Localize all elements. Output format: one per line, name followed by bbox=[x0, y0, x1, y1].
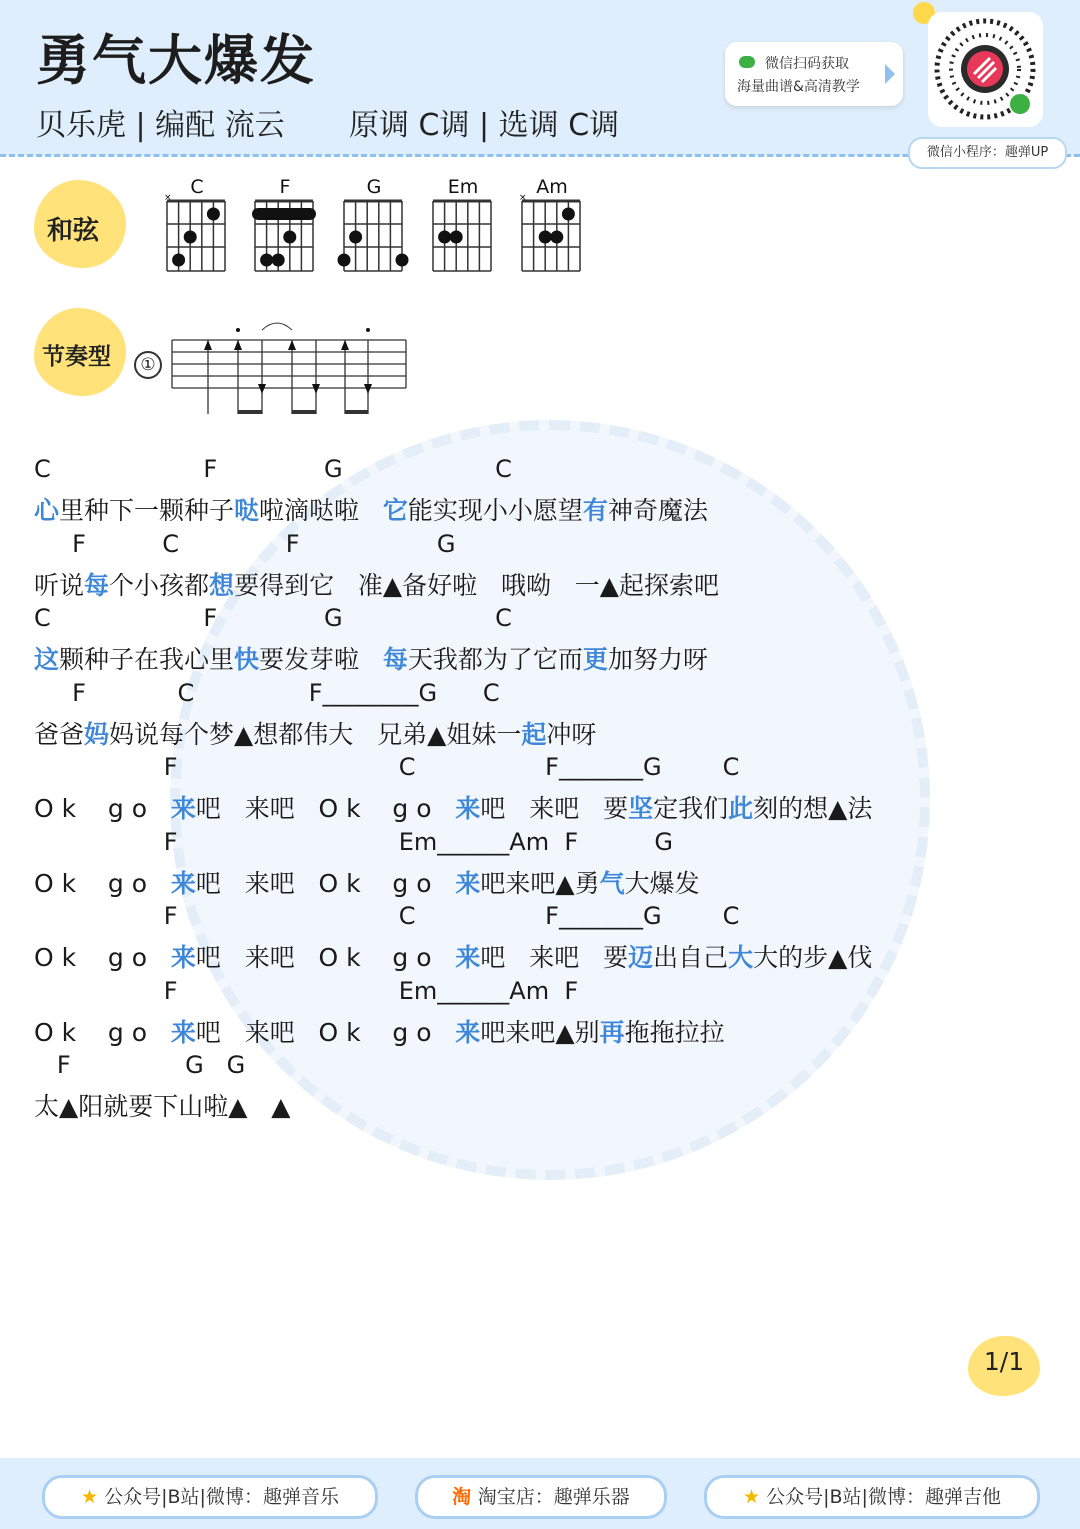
footer-link-music[interactable] bbox=[42, 1475, 378, 1519]
chord-line: F Em______Am F G bbox=[34, 827, 674, 856]
lyric-line bbox=[34, 640, 708, 676]
promo-line2: 海量曲谱&高清教学 bbox=[737, 79, 860, 95]
lyric-accent: 想 bbox=[209, 570, 235, 600]
lyric-text: 冲呀 bbox=[546, 719, 597, 749]
chord-line: F C F_______G C bbox=[34, 753, 740, 781]
lyric-accent: 来 bbox=[455, 943, 481, 972]
qr-caption: 微信小程序：趣弹UP bbox=[908, 137, 1067, 169]
lyric-text: 吧 来吧 O k g o bbox=[195, 1017, 456, 1047]
star-icon: ★ bbox=[81, 1486, 105, 1508]
lyric-text: 要得到它 准▲备好啦 哦呦 一▲起探索吧 bbox=[234, 570, 720, 600]
lyric-accent: 哒 bbox=[234, 496, 260, 525]
chord-diagram-f bbox=[240, 176, 330, 276]
lyric-text: 啦滴哒啦 bbox=[259, 496, 383, 525]
svg-text:×: × bbox=[164, 193, 172, 203]
lyric-accent: 来 bbox=[170, 868, 196, 898]
arrow-right-icon bbox=[885, 64, 895, 84]
lyric-text: 要发芽啦 bbox=[259, 645, 383, 674]
lyric-text: 吧来吧▲勇 bbox=[480, 868, 600, 898]
lyric-text: O k g o bbox=[34, 868, 171, 898]
lyric-line bbox=[34, 938, 872, 974]
chord-line: F G G bbox=[34, 1051, 246, 1079]
lyric-accent: 大 bbox=[728, 943, 754, 972]
lyric-accent: 它 bbox=[382, 496, 408, 525]
svg-text:×: × bbox=[519, 193, 527, 203]
lyric-accent: 此 bbox=[728, 794, 754, 823]
footer-middle-text: 淘宝店：趣弹乐器 bbox=[477, 1486, 630, 1508]
qr-code[interactable] bbox=[928, 12, 1043, 127]
lyric-text: 里种下一颗种子 bbox=[59, 496, 235, 525]
chord-line: F C F________G C bbox=[34, 678, 500, 707]
lyric-accent: 坚 bbox=[628, 794, 654, 823]
chord-name: F bbox=[279, 176, 291, 198]
lyric-accent: 来 bbox=[455, 1017, 481, 1047]
lyric-text: 出自己 bbox=[653, 943, 729, 972]
rhythm-label: 节奏型 bbox=[42, 344, 111, 370]
lyric-text: 神奇魔法 bbox=[607, 496, 708, 525]
lyric-accent: 来 bbox=[170, 1017, 196, 1047]
lyric-accent: 快 bbox=[234, 645, 260, 674]
lyric-text: 能实现小小愿望 bbox=[407, 496, 583, 525]
lyric-text: 刻的想▲法 bbox=[753, 794, 873, 823]
chord-diagram-c bbox=[152, 176, 242, 276]
lyric-line bbox=[34, 1087, 291, 1123]
lyric-accent: 迈 bbox=[628, 943, 654, 972]
lyric-accent: 气 bbox=[599, 868, 625, 898]
lyric-line bbox=[34, 864, 700, 900]
chords-label: 和弦 bbox=[47, 216, 100, 246]
chord-name: Em bbox=[447, 176, 479, 198]
lyric-line bbox=[34, 566, 719, 602]
lyric-text: 大的步▲伐 bbox=[753, 943, 873, 972]
chord-name: C bbox=[190, 176, 204, 198]
promo-card[interactable] bbox=[725, 42, 903, 106]
lyric-text: 吧 来吧 要 bbox=[480, 794, 629, 823]
lyric-accent: 这 bbox=[34, 645, 60, 674]
rhythm-number: ① bbox=[134, 351, 162, 379]
footer-left-text: 公众号|B站|微博：趣弹音乐 bbox=[104, 1486, 339, 1508]
song-title: 勇气大爆发 bbox=[36, 29, 316, 92]
lyric-accent: 每 bbox=[382, 645, 408, 674]
page-number: 1/1 bbox=[983, 1347, 1025, 1376]
promo-line1: 微信扫码获取 bbox=[765, 56, 849, 72]
lyric-text: O k g o bbox=[34, 943, 171, 972]
lyric-accent: 再 bbox=[599, 1017, 625, 1047]
chord-line: F C F_______G C bbox=[34, 902, 740, 930]
chord-line: F Em______Am F bbox=[34, 976, 579, 1005]
chord-name: G bbox=[366, 176, 382, 198]
lyric-text: 加努力呀 bbox=[607, 645, 708, 674]
chord-diagram-em bbox=[418, 176, 508, 276]
footer-right-text: 公众号|B站|微博：趣弹吉他 bbox=[766, 1486, 1001, 1508]
lyric-line bbox=[34, 789, 872, 825]
lyric-accent: 更 bbox=[582, 645, 608, 674]
lyric-text: 定我们 bbox=[653, 794, 729, 823]
taobao-icon: 淘 bbox=[452, 1486, 478, 1508]
lyric-text: O k g o bbox=[34, 794, 171, 823]
lyric-text: 天我都为了它而 bbox=[407, 645, 583, 674]
lyric-accent: 来 bbox=[170, 943, 196, 972]
chord-line: C F G C bbox=[34, 604, 512, 632]
key-info: 原调 C调 | 选调 C调 bbox=[349, 108, 620, 143]
lyric-text: 吧 来吧 O k g o bbox=[195, 943, 456, 972]
footer-link-guitar[interactable] bbox=[704, 1475, 1040, 1519]
lyric-text: 大爆发 bbox=[624, 868, 700, 898]
lyric-text: 拖拖拉拉 bbox=[624, 1017, 725, 1047]
lyric-text: 听说 bbox=[34, 570, 85, 600]
footer-link-taobao[interactable] bbox=[415, 1475, 667, 1519]
lyric-accent: 妈 bbox=[84, 719, 110, 749]
lyric-line bbox=[34, 1013, 725, 1049]
chord-line: F C F G bbox=[34, 529, 456, 558]
lyric-text: 爸爸 bbox=[34, 719, 85, 749]
lyric-text: 颗种子在我心里 bbox=[59, 645, 235, 674]
chord-diagram-am bbox=[507, 176, 597, 276]
lyric-accent: 有 bbox=[582, 496, 608, 525]
wechat-icon bbox=[739, 56, 755, 68]
lyric-text: 吧 来吧 要 bbox=[480, 943, 629, 972]
lyric-text: 个小孩都 bbox=[109, 570, 210, 600]
credits: 贝乐虎 | 编配 流云 bbox=[36, 108, 285, 143]
lyric-text: 妈说每个梦▲想都伟大 兄弟▲姐妹一 bbox=[109, 719, 522, 749]
lyric-text: 吧来吧▲别 bbox=[480, 1017, 600, 1047]
lyric-accent: 来 bbox=[455, 794, 481, 823]
chord-name: Am bbox=[536, 176, 568, 198]
star-icon: ★ bbox=[743, 1486, 767, 1508]
lyric-accent: 来 bbox=[455, 868, 481, 898]
lyric-accent: 心 bbox=[34, 496, 60, 525]
rhythm-staff bbox=[170, 318, 410, 418]
lyric-accent: 起 bbox=[521, 719, 547, 749]
chord-diagram-g bbox=[329, 176, 419, 276]
lyric-text: 吧 来吧 O k g o bbox=[195, 794, 456, 823]
chord-line: C F G C bbox=[34, 455, 512, 483]
lyric-accent: 来 bbox=[170, 794, 196, 823]
lyric-line bbox=[34, 715, 596, 751]
lyric-accent: 每 bbox=[84, 570, 110, 600]
lyric-text: O k g o bbox=[34, 1017, 171, 1047]
lyric-text: 太▲阳就要下山啦▲ ▲ bbox=[34, 1092, 291, 1121]
lyric-line bbox=[34, 491, 708, 527]
lyric-text: 吧 来吧 O k g o bbox=[195, 868, 456, 898]
